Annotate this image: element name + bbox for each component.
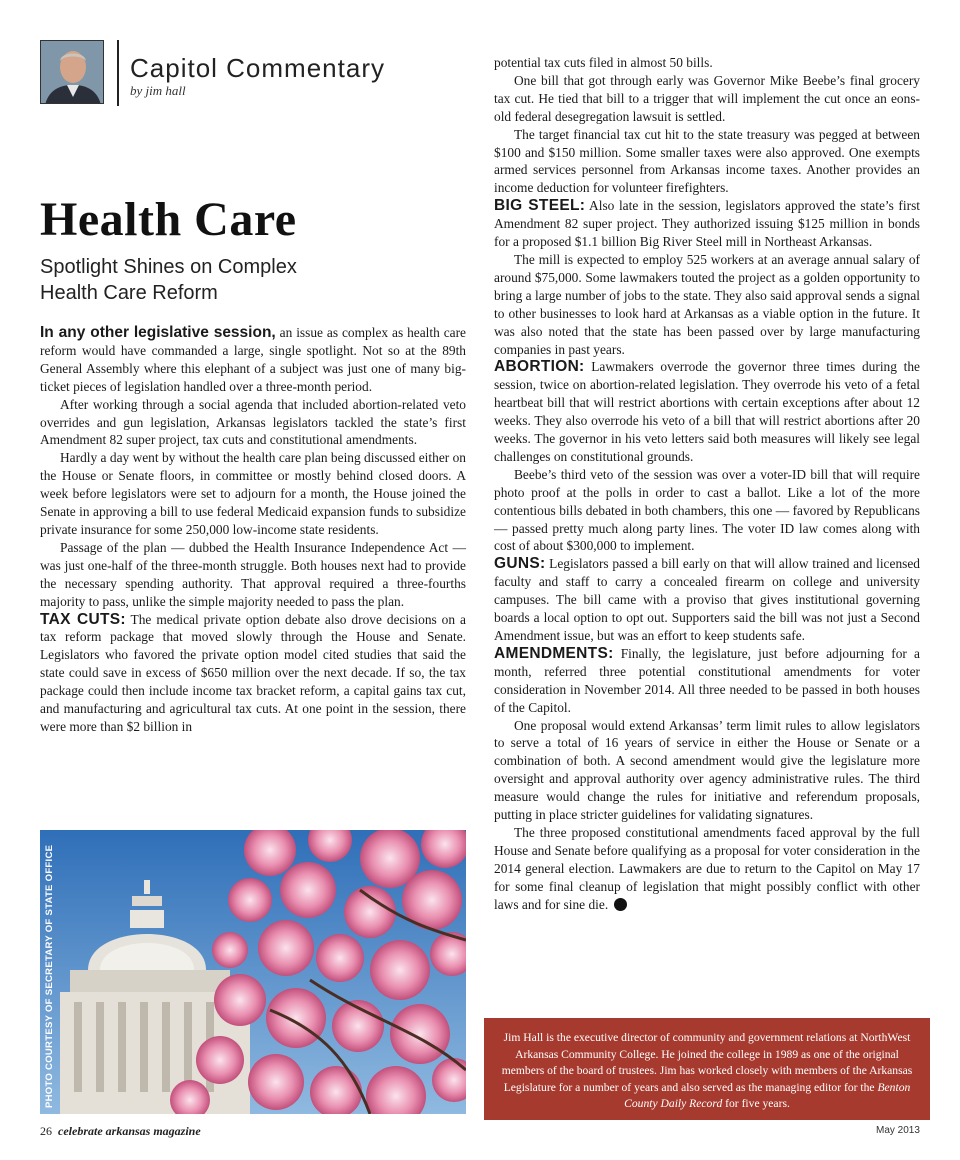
magazine-name: celebrate arkansas magazine bbox=[58, 1124, 201, 1138]
article-paragraph: BIG STEEL: Also late in the session, legislators approved the state’s first Amendment 82 super project. They authorized issuing $125 million in bonds for a proposed $1.1 billion Big River Steel mill in Northeast Arkansas. bbox=[494, 197, 920, 250]
article-paragraph: potential tax cuts filed in almost 50 bills. bbox=[494, 55, 713, 70]
issue-date: May 2013 bbox=[876, 1125, 920, 1136]
footer-magazine bbox=[40, 1124, 201, 1139]
article-paragraph: GUNS: Legislators passed a bill early on that will allow trained and licensed faculty and staff to carry a concealed firearm on college and university campuses. The bill came with a proviso that gives institutional governing boards a local option to opt out. Supporters said the bill was not just a Second Amendment issue, but was an effort to keep students safe. bbox=[494, 555, 920, 643]
bio-publication: Benton County Daily Record bbox=[624, 1080, 911, 1110]
capitol-photo-image bbox=[40, 830, 466, 1114]
section-heading-abortion: ABORTION: bbox=[494, 358, 585, 376]
article-paragraph: The mill is expected to employ 525 workers at an average annual salary of around $75,000. Some lawmakers touted the project as a golden opportunity to bring a large number of jobs to the state. They also said approval sends a signal to other businesses to look hard at Arkansas as a viable option in the future. It was also noted that the state has been passed over by large manufacturing companies in past years. bbox=[494, 251, 920, 357]
author-portrait-image bbox=[41, 41, 104, 104]
article-paragraph: AMENDMENTS: Finally, the legislature, just before adjourning for a month, referred three potential constitutional amendments for voter consideration in November 2014. All three needed to be passed in both houses of the Capitol. bbox=[494, 644, 920, 715]
headline: Health Care bbox=[40, 193, 297, 246]
lead-in: In any other legislative session, bbox=[40, 324, 276, 341]
article-paragraph: Passage of the plan — dubbed the Health Insurance Independence Act — was just one-half of the three-month struggle. Both houses next had to provide the necessary spending authority. That approval required a three-fourths majority to pass, unlike the simple majority needed to pass the plan. bbox=[40, 539, 466, 609]
section-heading-amendments: AMENDMENTS: bbox=[494, 644, 614, 662]
article-paragraph: Hardly a day went by without the health care plan being discussed either on the House or Senate floors, in committee or mostly behind closed doors. A week before legislators were set to adjourn for a month, the House joined the Senate in approving a bill to use federal Medicaid expansion funds to subsidize private insurance for some 250,000 low-income state residents. bbox=[40, 450, 466, 537]
subhead bbox=[40, 254, 440, 306]
page-number: 26 bbox=[40, 1124, 52, 1138]
article-column-right bbox=[494, 54, 920, 914]
header-divider bbox=[117, 40, 119, 106]
capitol-magnolia-photo bbox=[40, 830, 466, 1114]
article-column-left bbox=[40, 324, 466, 736]
column-title: Capitol Commentary bbox=[130, 53, 385, 83]
photo-credit: PHOTO COURTESY OF SECRETARY OF STATE OFFICE bbox=[44, 844, 55, 1108]
article-paragraph: After working through a social agenda that included abortion-related veto overrides and gun legislation, Arkansas legislators tackled the state’s first Amendment 82 super project, tax cuts and constitutional amendments. bbox=[40, 396, 466, 448]
article-paragraph: The target financial tax cut hit to the state treasury was pegged at between $100 and $150 million. Some smaller taxes were also approved. One exempts armed services personnel from Arkansas income taxes. Another provides an income deduction for volunteer firefighters. bbox=[494, 126, 920, 196]
end-mark-icon bbox=[614, 898, 627, 911]
author-photo bbox=[40, 40, 104, 104]
section-heading-big-steel: BIG STEEL: bbox=[494, 197, 586, 215]
article-paragraph: Beebe’s third veto of the session was over a voter-ID bill that will require photo proof at the polls in order to cast a ballot. Like a lot of the more contentious bills debated in both chambers, this one — favored by Republicans — passed pretty much along party lines. The voter ID law comes along with cost of about $300,000 to implement. bbox=[494, 466, 920, 554]
article-paragraph: One bill that got through early was Governor Mike Beebe’s final grocery tax cut. He tied that bill to a trigger that will implement the cut once an eons-old federal desegregation lawsuit is settled. bbox=[494, 72, 920, 124]
subhead-line-2: Health Care Reform bbox=[40, 282, 218, 304]
section-heading-guns: GUNS: bbox=[494, 555, 546, 573]
article-paragraph: One proposal would extend Arkansas’ term limit rules to allow legislators to serve a total of 16 years of service in either the House or Senate or a combination of both. A second amendment would give the legislature more oversight and approval authority over agency administrative rules. The third measure would change the rules for initiative and referendum proposals, putting in place stricter guidelines for validating signatures. bbox=[494, 717, 920, 823]
section-heading-tax-cuts: TAX CUTS: bbox=[40, 610, 126, 628]
subhead-line-1: Spotlight Shines on Complex bbox=[40, 256, 297, 278]
byline: by jim hall bbox=[130, 83, 186, 98]
article-paragraph: TAX CUTS: The medical private option debate also drove decisions on a tax reform package that moved slowly through the House and Senate. Legislators who favored the private option model cited studies that said the state could save in excess of $650 million over the next decade. If so, the tax package could then include income tax bracket reform, a capital gains tax cut, and manufacturing and agricultural tax cuts. At one point in the session, there were more than $2 billion in bbox=[40, 610, 466, 734]
article-paragraph: In any other legislative session, an issue as complex as health care reform would have commanded a large, single spotlight. Not so at the 89th General Assembly where this elephant of a subject was just one of many big-ticket pieces of legislation handled over a three-month period. bbox=[40, 324, 467, 394]
article-paragraph: ABORTION: Lawmakers overrode the governor three times during the session, twice on abortion-related legislation. They overrode his veto of a fetal heartbeat bill that will restrict abortions with certain exceptions after about 12 weeks. They also overrode his veto of a bill that will restrict abortions after 20 weeks. The governor in his veto letters said both measures will likely see legal challenges on constitutional grounds. bbox=[494, 358, 920, 464]
article-paragraph: The three proposed constitutional amendments faced approval by the full House and Senate before qualifying as a proposal for voter consideration in the 2014 general election. Lawmakers are due to return to the Capitol on May 17 for some final cleanup of legislation that might possibly conflict with other laws and for sine die. bbox=[494, 824, 920, 912]
author-bio-box: Jim Hall is the executive director of community and government relations at NorthWest Arkansas Community College. He joined the college in 1989 as one of the original members of the board of trustees. Jim has worked closely with members of the Arkansas Legislature for a number of years and also served as the managing editor for the Benton County Daily Record for five years. bbox=[484, 1018, 930, 1120]
